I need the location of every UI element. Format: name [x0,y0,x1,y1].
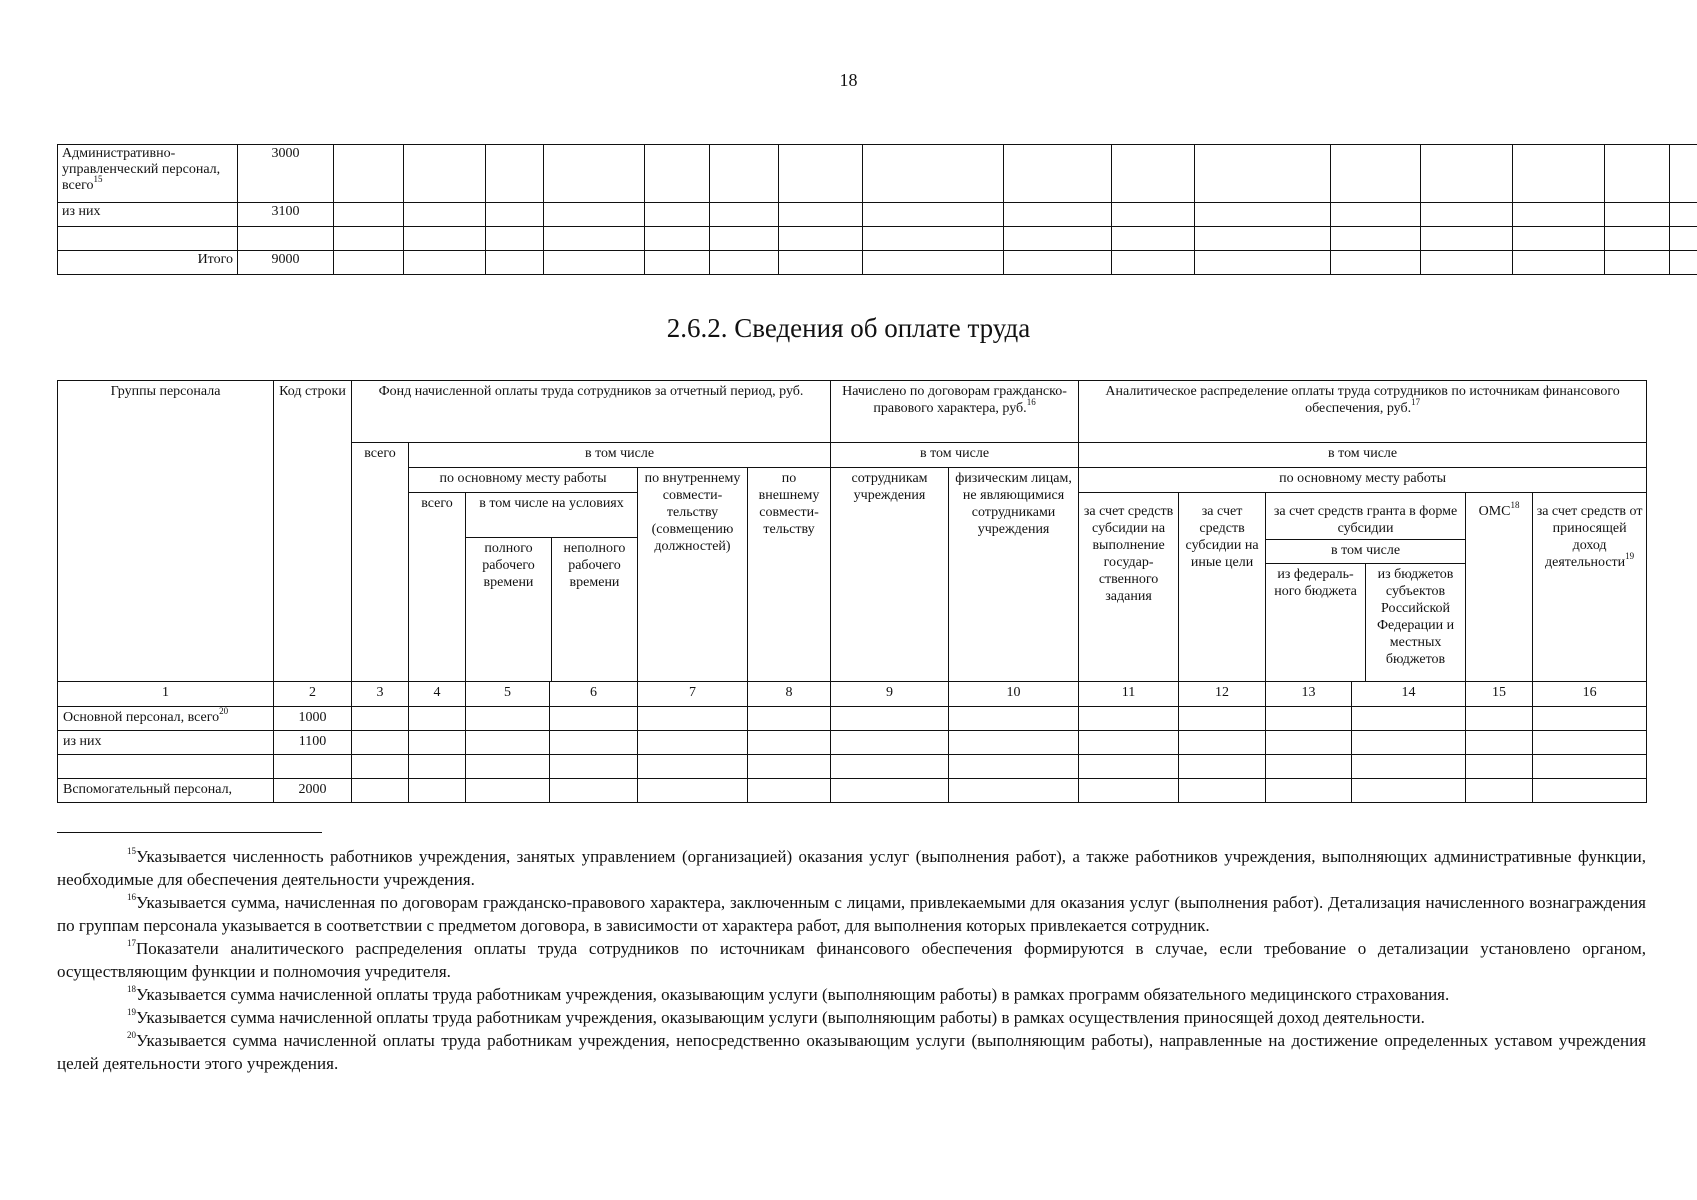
empty-cell [831,707,949,731]
header-contracts: Начислено по договорам гражданско-правового характера, руб.$^{16}$ [831,381,1079,443]
row-code [274,755,352,779]
empty-cell [1331,145,1421,203]
header-fund: Фонд начисленной оплаты труда сотрудников за отчетный период, руб. [352,381,831,443]
footnote-divider [57,832,322,833]
row-code: 3000 [238,145,334,203]
empty-cell [466,755,550,779]
empty-cell [1533,779,1647,803]
header-grant-including: в том числе [1266,540,1465,564]
empty-cell [1533,731,1647,755]
empty-cell [1004,203,1112,227]
empty-cell [404,227,486,251]
header-income: за счет средств от приносящей доход деятельности$^{19}$ [1533,493,1647,682]
empty-cell [1421,227,1513,251]
header-analytic-including: в том числе [1079,443,1647,468]
empty-cell [638,779,748,803]
empty-cell [1266,731,1352,755]
column-number: 6 [550,682,638,707]
footnote [57,891,1646,937]
empty-cell [949,731,1079,755]
footnote-text: Указывается сумма начисленной оплаты труда работникам учреждения, оказывающим услуги (выполняющим работы) в рамках программ обязательного медицинского страхования. [136,985,1450,1004]
footnotes [57,845,1646,1075]
empty-cell [1112,251,1195,275]
empty-cell [1466,731,1533,755]
table-row [58,779,1647,803]
empty-cell [645,227,710,251]
empty-cell [831,755,949,779]
header-part-time: неполного рабочего времени [563,540,626,590]
empty-cell [550,707,638,731]
row-code: 1000 [274,707,352,731]
empty-cell [1195,203,1331,227]
row-label: Итого [58,251,238,275]
empty-cell [645,251,710,275]
empty-cell [710,145,779,203]
empty-cell [1004,251,1112,275]
empty-cell [1179,731,1266,755]
footnote-number: 17 [127,938,136,949]
empty-cell [831,731,949,755]
empty-cell [1466,779,1533,803]
column-number: 2 [274,682,352,707]
empty-cell [1352,731,1466,755]
row-code: 9000 [238,251,334,275]
empty-cell [748,779,831,803]
empty-cell [1331,251,1421,275]
row-label [58,227,238,251]
column-number: 12 [1179,682,1266,707]
header-subsidy-task: за счет средств субсидии на выполнение государ-ственного задания [1079,493,1179,682]
empty-cell [748,707,831,731]
empty-cell [1421,251,1513,275]
header-to-employees: сотрудникам учреждения [831,468,949,682]
empty-cell [1670,203,1697,227]
header-grant-block [1266,493,1466,682]
column-number: 3 [352,682,409,707]
empty-cell [466,731,550,755]
footnote-text: Показатели аналитического распределения оплаты труда сотрудников по источникам финансового обеспечения формируются в случае, если требование о детализации установлено органом, осуществляющим функции и полномочия учредителя. [57,939,1646,981]
empty-cell [1266,707,1352,731]
empty-cell [710,203,779,227]
empty-cell [1605,145,1670,203]
column-number: 10 [949,682,1079,707]
column-number: 7 [638,682,748,707]
row-label: из них [58,731,274,755]
header-regional: из бюджетов субъектов Российской Федерации и местных бюджетов [1376,567,1455,667]
column-number: 11 [1079,682,1179,707]
empty-cell [645,145,710,203]
empty-cell [1513,251,1605,275]
empty-cell [1195,251,1331,275]
column-number: 8 [748,682,831,707]
header-mw-total: всего [409,493,466,682]
empty-cell [1466,707,1533,731]
empty-cell [710,227,779,251]
empty-cell [779,227,863,251]
footnote-number: 15 [127,846,136,857]
empty-cell [1513,203,1605,227]
header-internal: по внутреннему совмести-тельству (совмещению должностей) [638,468,748,682]
empty-cell [1421,145,1513,203]
empty-cell [409,779,466,803]
empty-cell [466,779,550,803]
empty-cell [1079,707,1179,731]
empty-cell [334,145,404,203]
empty-cell [404,203,486,227]
empty-cell [779,145,863,203]
empty-cell [1195,227,1331,251]
footnote [57,1006,1646,1029]
empty-cell [544,145,645,203]
row-code: 1100 [274,731,352,755]
empty-cell [831,779,949,803]
empty-cell [550,731,638,755]
empty-cell [710,251,779,275]
empty-cell [550,755,638,779]
empty-cell [1605,203,1670,227]
table-row [58,145,1697,203]
empty-cell [1513,145,1605,203]
empty-cell [486,145,544,203]
empty-cell [949,755,1079,779]
empty-cell [1079,731,1179,755]
column-number: 13 [1266,682,1352,707]
empty-cell [1605,251,1670,275]
empty-cell [352,755,409,779]
empty-cell [466,707,550,731]
empty-cell [638,755,748,779]
empty-cell [638,731,748,755]
header-conditions [466,493,638,682]
footnote [57,937,1646,983]
empty-cell [1421,203,1513,227]
header-fund-including: в том числе [409,443,831,468]
column-number: 9 [831,682,949,707]
row-label [58,755,274,779]
empty-cell [1670,145,1697,203]
empty-cell [352,731,409,755]
empty-cell [486,227,544,251]
empty-cell [779,203,863,227]
empty-cell [949,779,1079,803]
row-label: Вспомогательный персонал, [58,779,274,803]
empty-cell [550,779,638,803]
footnote-text: Указывается сумма начисленной оплаты труда работникам учреждения, оказывающим услуги (выполняющим работы) в рамках осуществления приносящей доход деятельности. [136,1008,1425,1027]
table-row [58,755,1647,779]
empty-cell [748,755,831,779]
header-analytic-main-workplace: по основному месту работы [1079,468,1647,493]
empty-cell [544,251,645,275]
empty-cell [1670,251,1697,275]
header-full-time: полного рабочего времени [466,537,552,681]
header-federal: из федераль-ного бюджета [1266,564,1366,682]
footnote [57,983,1646,1006]
empty-cell [352,779,409,803]
footnote-text: Указывается сумма начисленной оплаты труда работникам учреждения, непосредственно оказывающим услуги (выполняющим работы), направленные на достижение определенных уставом учреждения целей деятельности этого учреждения. [57,1031,1646,1073]
column-number: 5 [466,682,550,707]
table-row [58,731,1647,755]
header-contracts-including: в том числе [831,443,1079,468]
footnote [57,1029,1646,1075]
empty-cell [1112,227,1195,251]
empty-cell [1079,779,1179,803]
footnote-text: Указывается сумма, начисленная по договорам гражданско-правового характера, заключенным с лицами, привлекаемыми для оказания услуг (выполнения работ). Детализация начисленного вознаграждения по группам персонала указывается в соответствии с предметом договора, в зависимости от характера работ, для выполнения которых привлекается сотрудник. [57,893,1646,935]
empty-cell [863,203,1004,227]
empty-cell [1352,755,1466,779]
empty-cell [863,251,1004,275]
table-row [58,707,1647,731]
empty-cell [1670,227,1697,251]
empty-cell [334,251,404,275]
empty-cell [1079,755,1179,779]
footnote-number: 20 [127,1030,136,1041]
footnote-number: 16 [127,892,136,903]
empty-cell [748,731,831,755]
empty-cell [1112,145,1195,203]
row-code: 3100 [238,203,334,227]
header-main-workplace: по основному месту работы [409,468,638,493]
empty-cell [1004,145,1112,203]
empty-cell [352,707,409,731]
empty-cell [404,145,486,203]
empty-cell [544,227,645,251]
column-number: 15 [1466,682,1533,707]
header-subsidy-other: за счет средств субсидии на иные цели [1179,493,1266,682]
empty-cell [645,203,710,227]
empty-cell [638,707,748,731]
row-code [238,227,334,251]
page-number: 18 [839,70,858,90]
empty-cell [1179,755,1266,779]
empty-cell [1179,779,1266,803]
empty-cell [404,251,486,275]
row-label: Основной персонал, всего$^{20}$ [58,707,274,731]
empty-cell [334,203,404,227]
empty-cell [1266,755,1352,779]
staff-count-table [57,144,1697,275]
empty-cell [863,145,1004,203]
section-title: 2.6.2. Сведения об оплате труда [666,313,1031,343]
empty-cell [1195,145,1331,203]
empty-cell [1605,227,1670,251]
footnote-number: 19 [127,1007,136,1018]
empty-cell [779,251,863,275]
empty-cell [409,731,466,755]
empty-cell [1352,707,1466,731]
column-number: 14 [1352,682,1466,707]
empty-cell [409,755,466,779]
header-external: по внешнему совмести-тельству [748,468,831,682]
empty-cell [1331,227,1421,251]
empty-cell [1352,779,1466,803]
header-grant: за счет средств гранта в форме субсидии [1266,493,1465,540]
column-number: 1 [58,682,274,707]
column-number: 16 [1533,682,1647,707]
empty-cell [544,203,645,227]
header-analytic: Аналитическое распределение оплаты труда сотрудников по источникам финансового обеспечения, руб.$^{17}$ [1079,381,1647,443]
table-row [58,227,1697,251]
empty-cell [1266,779,1352,803]
empty-cell [1179,707,1266,731]
column-number: 4 [409,682,466,707]
header-code: Код строки [274,381,352,682]
empty-cell [1004,227,1112,251]
empty-cell [1112,203,1195,227]
empty-cell [949,707,1079,731]
empty-cell [486,203,544,227]
payroll-table [57,380,1647,803]
header-to-individuals: физическим лицам, не являющимися сотрудниками учреждения [949,468,1079,682]
row-label: из них [58,203,238,227]
empty-cell [1466,755,1533,779]
empty-cell [1533,707,1647,731]
footnote [57,845,1646,891]
empty-cell [409,707,466,731]
empty-cell [1331,203,1421,227]
empty-cell [863,227,1004,251]
header-groups: Группы персонала [58,381,274,682]
header-fund-total: всего [352,443,409,682]
empty-cell [486,251,544,275]
table-row [58,251,1697,275]
table-row [58,203,1697,227]
header-oms: ОМС$^{18}$ [1466,493,1533,682]
row-code: 2000 [274,779,352,803]
header-incl-conditions: в том числе на условиях [466,493,637,537]
empty-cell [1533,755,1647,779]
column-number-row [58,682,1647,707]
row-label: Административно-управленческий персонал, всего$^{15}$ [58,145,238,203]
footnote-number: 18 [127,984,136,995]
empty-cell [334,227,404,251]
footnote-text: Указывается численность работников учреждения, занятых управлением (организацией) оказания услуг (выполнения работ), а также работников учреждения, выполняющих административные функции, необходимые для обеспечения деятельности учреждения. [57,847,1646,889]
empty-cell [1513,227,1605,251]
